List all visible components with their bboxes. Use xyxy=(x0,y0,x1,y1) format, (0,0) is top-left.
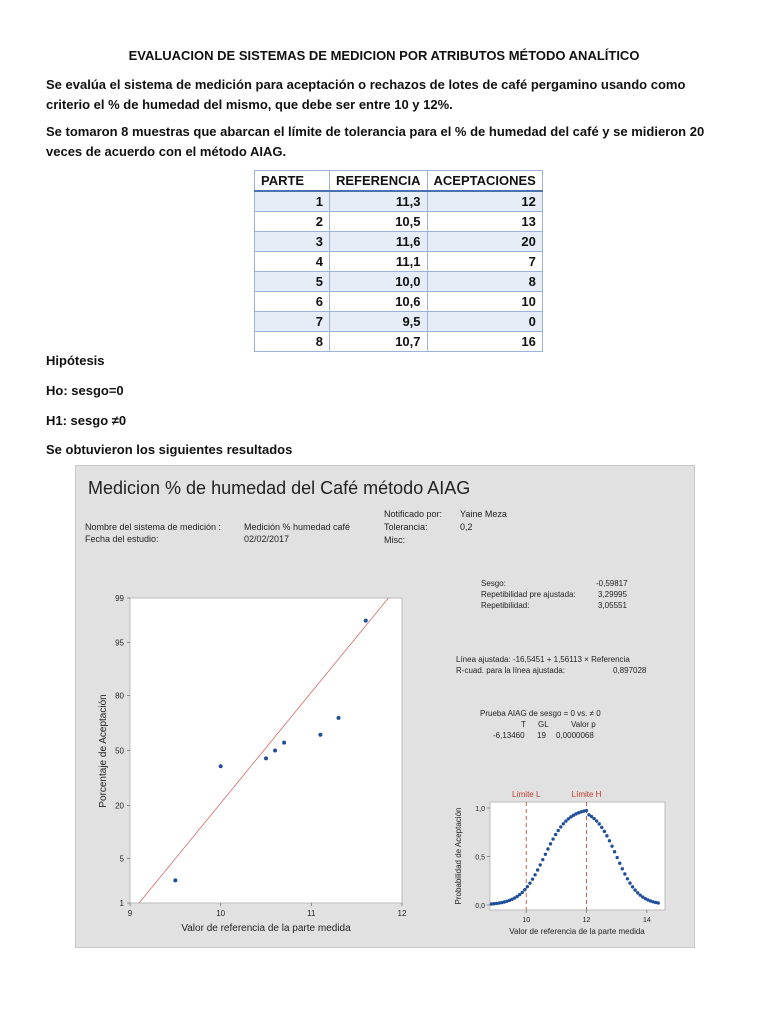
tolerancia-value: 0,2 xyxy=(460,522,473,532)
notificado-label: Notificado por: xyxy=(384,509,443,519)
col-t: T xyxy=(521,720,526,729)
nombre-label: Nombre del sistema de medición : xyxy=(85,522,222,532)
report-panel xyxy=(75,465,695,948)
sesgo-value: -0,59817 xyxy=(596,579,628,588)
cell-aceptaciones: 10 xyxy=(427,292,542,312)
scatter-x-tick-label: 10 xyxy=(216,909,226,918)
curve-point xyxy=(585,809,588,812)
curve-point xyxy=(559,825,562,828)
curve-point xyxy=(633,888,636,891)
table-row xyxy=(255,252,543,272)
limit-h-label: Límite H xyxy=(571,790,602,799)
cell-referencia: 10,6 xyxy=(330,292,428,312)
curve-x-tick-label: 10 xyxy=(522,917,531,924)
cell-parte: 8 xyxy=(255,332,330,352)
scatter-y-tick-label: 1 xyxy=(119,899,124,908)
scatter-y-tick-label: 80 xyxy=(115,691,124,701)
rcuad-value: 0,897028 xyxy=(613,666,647,675)
document-title: EVALUACION DE SISTEMAS DE MEDICION POR ATRIBUTOS MÉTODO ANALÍTICO xyxy=(128,48,640,63)
scatter-y-label: Porcentaje de Aceptación xyxy=(98,694,109,808)
table-row xyxy=(255,332,543,352)
scatter-x-tick-label: 12 xyxy=(397,909,407,918)
val-gl: 19 xyxy=(537,731,546,740)
scatter-y-tick-label: 50 xyxy=(115,746,124,756)
curve-y-tick-label: 0,0 xyxy=(475,903,485,910)
rcuad-label: R-cuad. para la línea ajustada: xyxy=(456,666,565,675)
cell-aceptaciones: 7 xyxy=(427,252,542,272)
curve-point xyxy=(518,893,521,896)
reference-table xyxy=(254,170,543,352)
scatter-y-tick-label: 99 xyxy=(115,594,124,603)
fecha-value: 02/02/2017 xyxy=(244,534,290,544)
scatter-x-tick-label: 11 xyxy=(307,909,316,918)
acceptance-curve-chart xyxy=(443,786,683,941)
scatter-x-label: Valor de referencia de la parte medida xyxy=(181,923,351,934)
cell-aceptaciones: 20 xyxy=(427,232,542,252)
cell-parte: 3 xyxy=(255,232,330,252)
report-title: Medicion % de humedad del Café método AIAG xyxy=(88,478,471,498)
curve-point xyxy=(541,858,544,861)
curve-point xyxy=(592,817,595,820)
curve-point xyxy=(631,885,634,888)
curve-point xyxy=(615,856,618,859)
limit-l-label: Límite L xyxy=(511,790,541,799)
curve-point xyxy=(657,901,660,904)
curve-x-tick-label: 14 xyxy=(642,917,651,924)
cell-aceptaciones: 13 xyxy=(427,212,542,232)
rep-value: 3,05551 xyxy=(598,601,627,610)
scatter-point xyxy=(273,749,277,753)
cell-referencia: 10,7 xyxy=(330,332,428,352)
val-p: 0,0000068 xyxy=(556,731,594,740)
curve-point xyxy=(546,847,549,850)
scatter-y-tick-label: 5 xyxy=(119,854,124,864)
cell-referencia: 10,5 xyxy=(330,212,428,232)
rep-label: Repetibilidad: xyxy=(481,601,530,610)
h1-statement: H1: sesgo ≠0 xyxy=(46,413,127,428)
curve-point xyxy=(608,839,611,842)
cell-aceptaciones: 0 xyxy=(427,312,542,332)
scatter-y-tick-label: 95 xyxy=(115,638,124,648)
curve-y-tick-label: 1,0 xyxy=(475,806,485,813)
curve-point xyxy=(623,872,626,875)
table-row xyxy=(255,232,543,252)
scatter-x-tick-label: 9 xyxy=(127,909,133,918)
table-row xyxy=(255,191,543,212)
curve-point xyxy=(531,877,534,880)
cell-aceptaciones: 12 xyxy=(427,191,542,212)
tolerancia-label: Tolerancia: xyxy=(384,522,428,532)
curve-point xyxy=(626,877,629,880)
curve-point xyxy=(598,822,601,825)
table-row xyxy=(255,312,543,332)
scatter-y-tick-label: 20 xyxy=(115,801,124,811)
curve-point xyxy=(562,822,565,825)
curve-x-label: Valor de referencia de la parte medida xyxy=(509,927,645,936)
cell-referencia: 11,3 xyxy=(330,191,428,212)
header-aceptaciones: ACEPTACIONES xyxy=(427,171,542,192)
curve-y-tick-label: 0,5 xyxy=(475,854,485,862)
scatter-point xyxy=(282,741,286,745)
rep-pre-label: Repetibilidad pre ajustada: xyxy=(481,590,576,599)
cell-aceptaciones: 16 xyxy=(427,332,542,352)
cell-referencia: 10,0 xyxy=(330,272,428,292)
curve-point xyxy=(528,881,531,884)
curve-point xyxy=(536,868,539,871)
cell-parte: 7 xyxy=(255,312,330,332)
curve-point xyxy=(603,830,606,833)
scatter-point xyxy=(173,878,177,882)
scatter-point xyxy=(264,756,268,760)
curve-x-tick-label: 12 xyxy=(582,917,591,924)
cell-referencia: 11,6 xyxy=(330,232,428,252)
curve-point xyxy=(544,853,547,856)
curve-point xyxy=(523,888,526,891)
sesgo-label: Sesgo: xyxy=(481,579,506,588)
curve-point xyxy=(610,844,613,847)
h0-statement: Ho: sesgo=0 xyxy=(46,383,124,398)
cell-parte: 5 xyxy=(255,272,330,292)
prueba-title: Prueba AIAG de sesgo = 0 vs. ≠ 0 xyxy=(480,709,601,718)
scatter-chart xyxy=(84,586,414,938)
rep-pre-value: 3,29995 xyxy=(598,590,627,599)
cell-aceptaciones: 8 xyxy=(427,272,542,292)
curve-point xyxy=(556,829,559,832)
curve-point xyxy=(533,873,536,876)
table-row xyxy=(255,292,543,312)
curve-point xyxy=(564,819,567,822)
intro-paragraph: Se evalúa el sistema de medición para aceptación o rechazos de lotes de café pergamino usando como criterio el % de humedad del mismo, que debe ser entre 10 y 12%. xyxy=(46,77,686,112)
cell-parte: 2 xyxy=(255,212,330,232)
cell-parte: 4 xyxy=(255,252,330,272)
table-row xyxy=(255,272,543,292)
header-parte: PARTE xyxy=(255,171,330,192)
cell-parte: 1 xyxy=(255,191,330,212)
hipotesis-heading: Hipótesis xyxy=(46,353,105,368)
curve-point xyxy=(521,891,524,894)
cell-parte: 6 xyxy=(255,292,330,312)
curve-point xyxy=(526,885,529,888)
linea-ajustada: Línea ajustada: -16,5451 + 1,56113 × Referencia xyxy=(456,655,630,664)
cell-referencia: 11,1 xyxy=(330,252,428,272)
curve-point xyxy=(636,891,639,894)
col-valor-p: Valor p xyxy=(571,720,596,729)
curve-point xyxy=(595,819,598,822)
val-t: -6,13460 xyxy=(493,731,525,740)
notificado-value: Yaine Meza xyxy=(460,509,507,519)
curve-y-label: Probabilidad de Aceptación xyxy=(454,807,463,905)
header-referencia: REFERENCIA xyxy=(330,171,428,192)
curve-point xyxy=(618,862,621,865)
results-intro: Se obtuvieron los siguientes resultados xyxy=(46,442,293,457)
curve-point xyxy=(628,881,631,884)
cell-referencia: 9,5 xyxy=(330,312,428,332)
misc-label: Misc: xyxy=(384,535,405,545)
method-paragraph: Se tomaron 8 muestras que abarcan el límite de tolerancia para el % de humedad del café y se midieron 20 veces de acuerdo con el método AIAG. xyxy=(46,124,705,159)
curve-point xyxy=(549,842,552,845)
curve-point xyxy=(605,834,608,837)
table-header-row xyxy=(255,171,543,192)
curve-point xyxy=(539,863,542,866)
table-row xyxy=(255,212,543,232)
curve-point xyxy=(600,826,603,829)
curve-point xyxy=(554,833,557,836)
scatter-point xyxy=(318,733,322,737)
nombre-value: Medición % humedad café xyxy=(244,522,351,532)
scatter-point xyxy=(364,619,368,623)
curve-point xyxy=(613,850,616,853)
scatter-point xyxy=(337,716,341,720)
curve-point xyxy=(551,837,554,840)
curve-point xyxy=(621,867,624,870)
col-gl: GL xyxy=(538,720,549,729)
scatter-point xyxy=(219,764,223,768)
fecha-label: Fecha del estudio: xyxy=(85,534,159,544)
scatter-plot-area xyxy=(130,598,402,903)
